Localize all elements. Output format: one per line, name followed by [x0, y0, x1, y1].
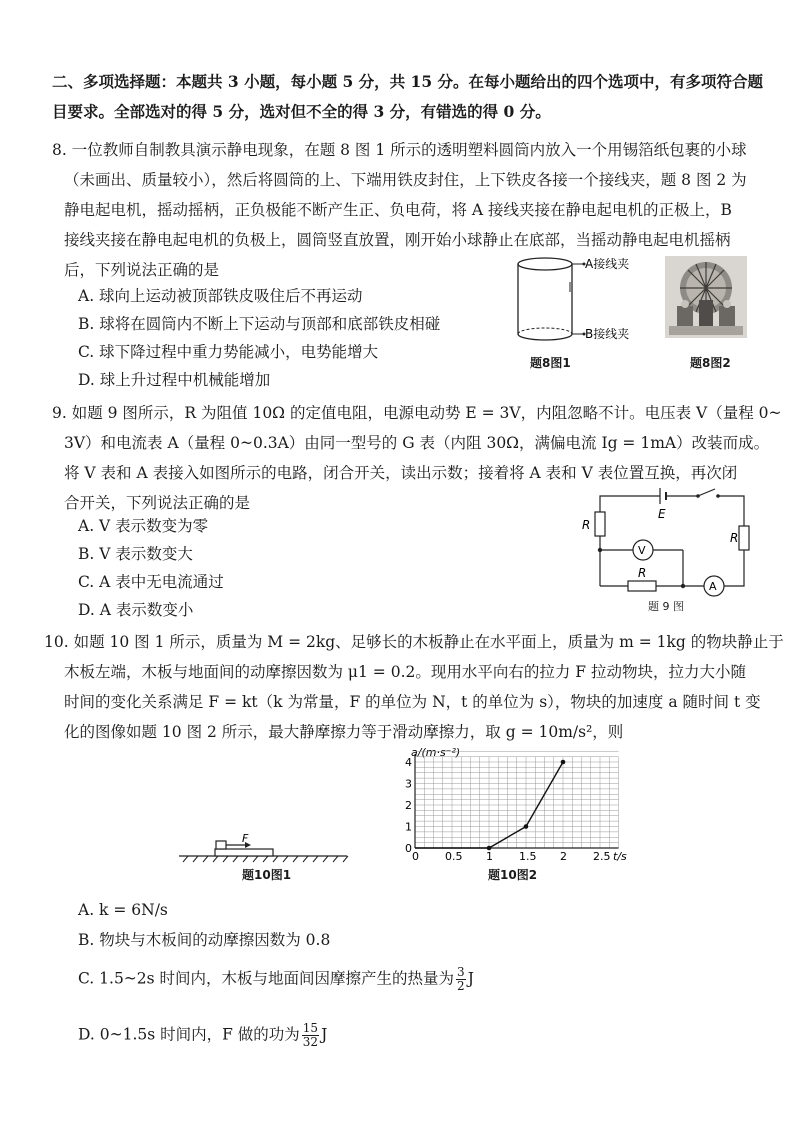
electrostatic-machine-image: [665, 256, 747, 338]
fraction: [302, 1022, 319, 1049]
data-point: [561, 760, 566, 765]
data-point: [487, 846, 492, 851]
x-tick-label: 2.5: [593, 850, 611, 863]
q10-line: 时间的变化关系满足 F = kt（k 为常量，F 的单位为 N，t 的单位为 s），物块的加速度 a 随时间 t 变: [64, 693, 761, 711]
y-tick-label: 2: [405, 799, 412, 812]
q8-option-b: B. 球将在圆筒内不断上下运动与顶部和底部铁皮相碰: [78, 315, 441, 333]
q8-option-c: C. 球下降过程中重力势能减小，电势能增大: [78, 343, 379, 361]
fraction-denominator: 2: [457, 979, 465, 993]
q10-option-c: [78, 966, 474, 993]
q10-line: 10. 如题 10 图 1 所示，质量为 M = 2kg、足够长的木板静止在水平面上，质量为 m = 1kg 的物块静止于: [44, 633, 784, 651]
fig9-caption: 题 9 图: [648, 600, 684, 613]
fig8-label-b: B接线夹: [585, 327, 630, 341]
cylinder-figure: [512, 252, 642, 352]
q8-option-d: D. 球上升过程中机械能增加: [78, 371, 271, 389]
x-tick-label: 2: [560, 850, 567, 863]
circuit-label-e: E: [658, 507, 666, 521]
y-tick-label: 3: [405, 777, 412, 791]
voltmeter-label: V: [638, 544, 646, 557]
section-header-line1: 二、多项选择题：本题共 3 小题，每小题 5 分，共 15 分。在每小题给出的四个选项中，有多项符合题: [52, 72, 764, 91]
q8-line: 接线夹接在静电起电机的负极上，圆筒竖直放置，刚开始小球静止在底部，当摇动静电起电机摇柄: [64, 231, 731, 249]
q9-line: 3V）和电流表 A（量程 0~0.3A）由同一型号的 G 表（内阻 30Ω，满偏电流 Ig = 1mA）改装而成。: [64, 434, 770, 452]
q9-option-d: D. A 表示数变小: [78, 601, 194, 619]
y-tick-label: 0: [405, 842, 412, 855]
q9-option-a: A. V 表示数变为零: [78, 517, 209, 535]
q8-line: 静电起电机，摇动摇柄，正负极能不断产生正、负电荷，将 A 接线夹接在静电起电机的正极上，B: [64, 201, 732, 219]
chart-y-label: a/(m·s⁻²): [411, 746, 461, 759]
acceleration-time-chart: [385, 744, 645, 864]
chart-x-label: t/s: [613, 850, 627, 863]
fraction-numerator: 3: [457, 965, 465, 979]
unit: J: [467, 969, 474, 988]
q9-line: 9. 如题 9 图所示，R 为阻值 10Ω 的定值电阻，电源电动势 E = 3V，内阻忽略不计。电压表 V（量程 0~: [52, 404, 782, 422]
circuit-label-r-right: R: [730, 531, 739, 545]
y-tick-label: 4: [405, 756, 412, 769]
circuit-label-r-left: R: [582, 518, 591, 532]
q10-option-d-text: D. 0~1.5s 时间内，F 做的功为: [78, 1025, 300, 1044]
fig10-1-caption: 题10图1: [242, 868, 292, 882]
board-block-figure: [175, 832, 355, 868]
q10-line: 化的图像如题 10 图 2 所示，最大静摩擦力等于滑动摩擦力，取 g = 10m/s²，则: [64, 723, 624, 741]
q9-option-c: C. A 表中无电流通过: [78, 573, 224, 591]
fraction-numerator: 15: [302, 1021, 319, 1035]
x-tick-label: 0: [412, 850, 419, 863]
x-tick-label: 1.5: [519, 850, 537, 863]
x-tick-label: 0.5: [445, 850, 463, 863]
circuit-diagram: [580, 484, 755, 602]
y-tick-label: 1: [405, 820, 412, 834]
fig8-1-caption: 题8图1: [530, 356, 571, 370]
force-label: F: [242, 832, 249, 845]
q9-option-b: B. V 表示数变大: [78, 545, 193, 563]
q9-line: 合开关，下列说法正确的是: [64, 494, 251, 512]
q10-option-d: [78, 1022, 327, 1049]
fraction: [456, 966, 466, 993]
data-point: [524, 824, 529, 829]
x-tick-label: 1: [486, 850, 493, 863]
q8-line: （未画出、质量较小），然后将圆筒的上、下端用铁皮封住，上下铁皮各接一个接线夹，题 8 图 2 为: [64, 171, 747, 189]
q10-option-b: B. 物块与木板间的动摩擦因数为 0.8: [78, 931, 331, 949]
q9-line: 将 V 表和 A 表接入如图所示的电路，闭合开关，读出示数；接着将 A 表和 V 表位置互换，再次闭: [64, 464, 738, 482]
q10-option-a: A. k = 6N/s: [78, 901, 168, 919]
circuit-label-r-bottom: R: [638, 566, 647, 580]
fig8-label-a: A接线夹: [585, 257, 630, 271]
section-header-line2: 目要求。全部选对的得 5 分，选对但不全的得 3 分，有错选的得 0 分。: [52, 102, 551, 121]
fig10-2-caption: 题10图2: [488, 868, 538, 882]
ammeter-label: A: [709, 580, 717, 593]
q10-line: 木板左端，木板与地面间的动摩擦因数为 μ1 = 0.2。现用水平向右的拉力 F 拉动物块，拉力大小随: [64, 663, 746, 681]
q8-line: 后，下列说法正确的是: [64, 261, 220, 279]
unit: J: [321, 1025, 328, 1044]
fig8-2-caption: 题8图2: [690, 356, 731, 370]
q10-option-c-text: C. 1.5~2s 时间内，木板与地面间因摩擦产生的热量为: [78, 969, 455, 988]
q8-option-a: A. 球向上运动被顶部铁皮吸住后不再运动: [78, 287, 363, 305]
q8-line: 8. 一位教师自制教具演示静电现象，在题 8 图 1 所示的透明塑料圆筒内放入一个用锡箔纸包裹的小球: [52, 141, 747, 159]
fraction-denominator: 32: [302, 1035, 319, 1049]
